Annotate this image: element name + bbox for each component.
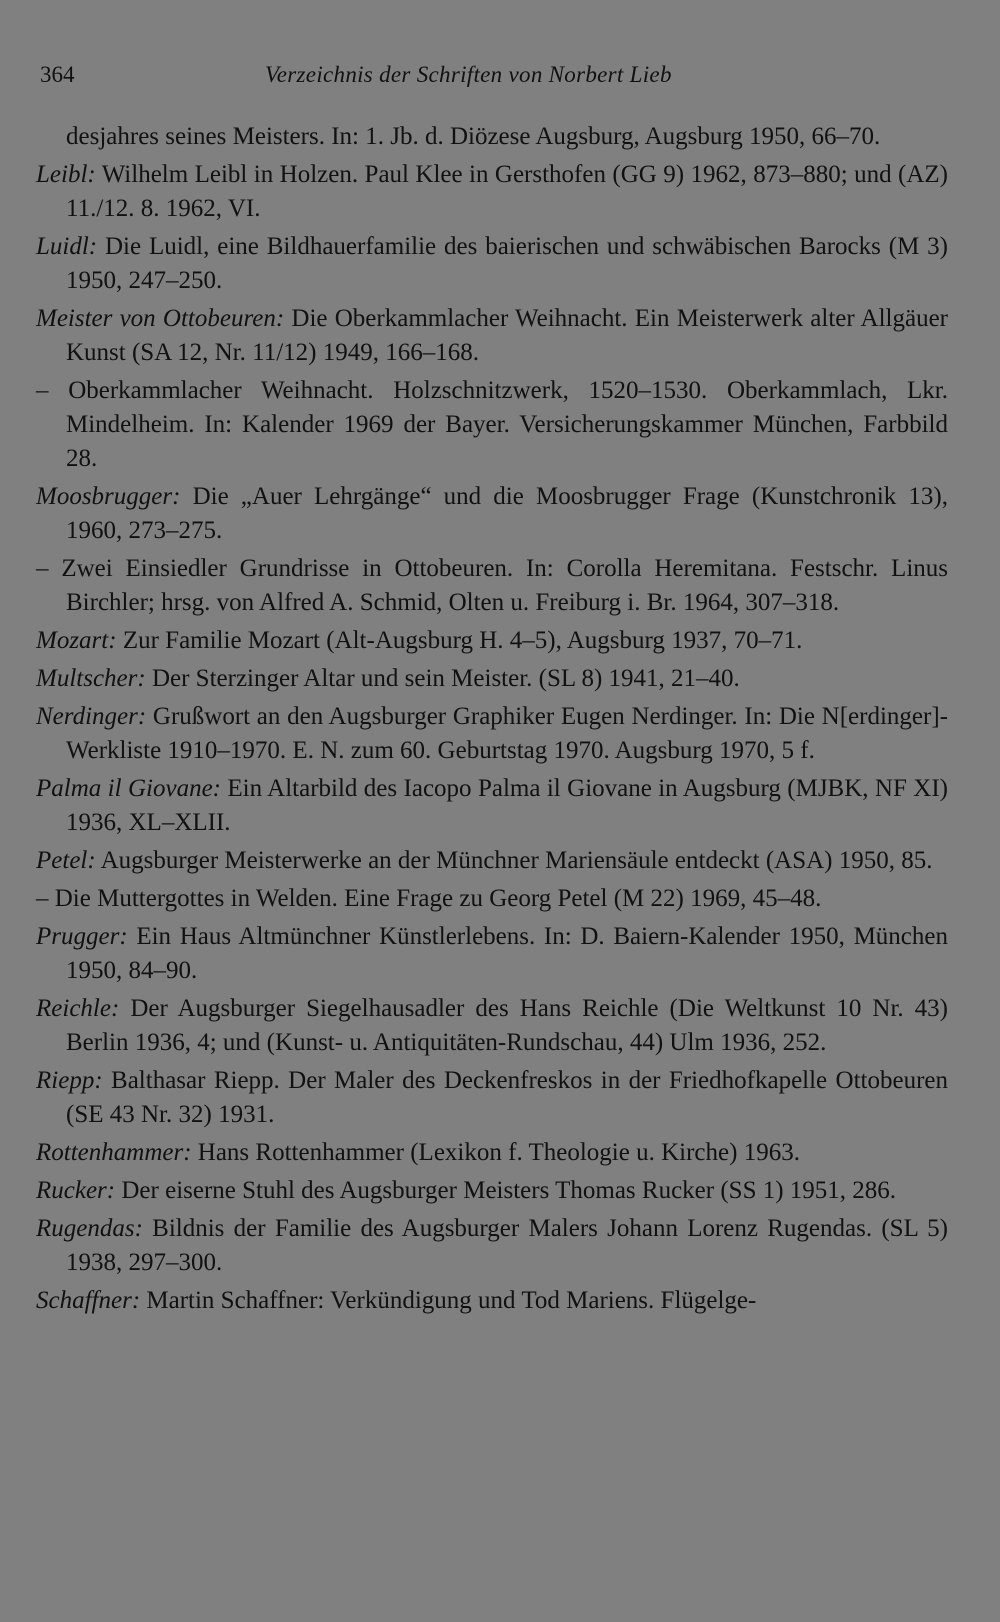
entry-text: Ein Haus Altmünchner Künstlerlebens. In: D. Baiern-Kalender 1950, München 1950, 84–90. bbox=[66, 923, 948, 984]
bibliography-entry bbox=[36, 302, 948, 370]
entry-keyword: Schaffner: bbox=[36, 1287, 141, 1314]
entry-keyword: Leibl: bbox=[36, 161, 96, 188]
bibliography-entry bbox=[36, 772, 948, 840]
entry-text: Der Augsburger Siegelhausadler des Hans Reichle (Die Weltkunst 10 Nr. 43) Berlin 1936, 4; und (Kunst- u. Antiquitäten-Rundschau, 44) Ulm 1936, 252. bbox=[66, 995, 949, 1056]
bibliography-entry bbox=[36, 230, 948, 298]
bibliography-entry bbox=[36, 992, 948, 1060]
bibliography-entry bbox=[36, 1064, 948, 1132]
bibliography-entry bbox=[36, 480, 948, 548]
entry-keyword: Reichle: bbox=[36, 995, 120, 1022]
bibliography-entry bbox=[36, 882, 948, 916]
entry-text: Die „Auer Lehrgänge“ und die Moosbrugger Frage (Kunstchronik 13), 1960, 273–275. bbox=[66, 483, 948, 544]
page-header bbox=[40, 62, 940, 98]
bibliography-entry bbox=[36, 624, 948, 658]
entry-text: Hans Rottenhammer (Lexikon f. Theologie u. Kirche) 1963. bbox=[197, 1139, 800, 1166]
entry-text: Martin Schaffner: Verkündigung und Tod Mariens. Flügelge- bbox=[146, 1287, 757, 1314]
entry-text: Die Luidl, eine Bildhauerfamilie des baierischen und schwäbischen Barocks (M 3) 1950, 247–250. bbox=[66, 233, 948, 294]
bibliography-entry bbox=[36, 1136, 948, 1170]
entry-keyword: Mozart: bbox=[36, 627, 117, 654]
entry-keyword: Petel: bbox=[36, 847, 96, 874]
entry-text: Augsburger Meisterwerke an der Münchner Mariensäule entdeckt (ASA) 1950, 85. bbox=[100, 847, 933, 874]
entry-text: Die Oberkammlacher Weihnacht. Ein Meisterwerk alter Allgäuer Kunst (SA 12, Nr. 11/12) 1949, 166–168. bbox=[66, 305, 949, 366]
bibliography-entry bbox=[36, 920, 948, 988]
bibliography-entry bbox=[36, 700, 948, 768]
bibliography-entry bbox=[36, 552, 948, 620]
bibliography-entry bbox=[36, 1212, 948, 1280]
entry-text: – Oberkammlacher Weihnacht. Holzschnitzwerk, 1520–1530. Oberkammlach, Lkr. Mindelheim. In: Kalender 1969 der Bayer. Versicherungskammer München, Farbbild 28. bbox=[36, 377, 948, 472]
entry-keyword: Luidl: bbox=[36, 233, 98, 260]
entry-keyword: Rucker: bbox=[36, 1177, 116, 1204]
entry-text: Der eiserne Stuhl des Augsburger Meisters Thomas Rucker (SS 1) 1951, 286. bbox=[121, 1177, 897, 1204]
entry-text: Wilhelm Leibl in Holzen. Paul Klee in Gersthofen (GG 9) 1962, 873–880; und (AZ) 11./12. 8. 1962, VI. bbox=[66, 161, 948, 222]
bibliography-entry bbox=[36, 844, 948, 878]
entry-text: Bildnis der Familie des Augsburger Malers Johann Lorenz Rugendas. (SL 5) 1938, 297–300. bbox=[66, 1215, 948, 1276]
entry-text: Ein Altarbild des Iacopo Palma il Giovane in Augsburg (MJBK, NF XI) 1936, XL–XLII. bbox=[66, 775, 948, 836]
bibliography-entry bbox=[36, 662, 948, 696]
bibliography-entry bbox=[36, 1284, 948, 1318]
bibliography-entry bbox=[36, 120, 948, 154]
bibliography-list bbox=[36, 120, 948, 1322]
entry-keyword: Meister von Ottobeuren: bbox=[36, 305, 285, 332]
entry-keyword: Nerdinger: bbox=[36, 703, 147, 730]
entry-keyword: Rugendas: bbox=[36, 1215, 143, 1242]
entry-text: Grußwort an den Augsburger Graphiker Eugen Nerdinger. In: Die N[erdinger]-Werkliste 1910–1970. E. N. zum 60. Geburtstag 1970. Augsburg 1970, 5 f. bbox=[66, 703, 948, 764]
page-number: 364 bbox=[40, 62, 75, 87]
entry-keyword: Rottenhammer: bbox=[36, 1139, 192, 1166]
entry-text: Der Sterzinger Altar und sein Meister. (SL 8) 1941, 21–40. bbox=[151, 665, 740, 692]
bibliography-entry bbox=[36, 158, 948, 226]
entry-text: – Die Muttergottes in Welden. Eine Frage zu Georg Petel (M 22) 1969, 45–48. bbox=[36, 885, 822, 912]
running-title: Verzeichnis der Schriften von Norbert Lieb bbox=[265, 62, 672, 87]
entry-keyword: Palma il Giovane: bbox=[36, 775, 221, 802]
entry-keyword: Moosbrugger: bbox=[36, 483, 181, 510]
entry-text: Balthasar Riepp. Der Maler des Deckenfreskos in der Friedhofkapelle Ottobeuren (SE 43 Nr. 32) 1931. bbox=[66, 1067, 948, 1128]
entry-text: Zur Familie Mozart (Alt-Augsburg H. 4–5), Augsburg 1937, 70–71. bbox=[122, 627, 803, 654]
entry-text: – Zwei Einsiedler Grundrisse in Ottobeuren. In: Corolla Heremitana. Festschr. Linus Birchler; hrsg. von Alfred A. Schmid, Olten u. Freiburg i. Br. 1964, 307–318. bbox=[36, 555, 948, 616]
entry-text: desjahres seines Meisters. In: 1. Jb. d. Diözese Augsburg, Augsburg 1950, 66–70. bbox=[66, 123, 881, 150]
bibliography-entry bbox=[36, 374, 948, 476]
entry-keyword: Riepp: bbox=[36, 1067, 103, 1094]
entry-keyword: Multscher: bbox=[36, 665, 146, 692]
entry-keyword: Prugger: bbox=[36, 923, 128, 950]
bibliography-entry bbox=[36, 1174, 948, 1208]
